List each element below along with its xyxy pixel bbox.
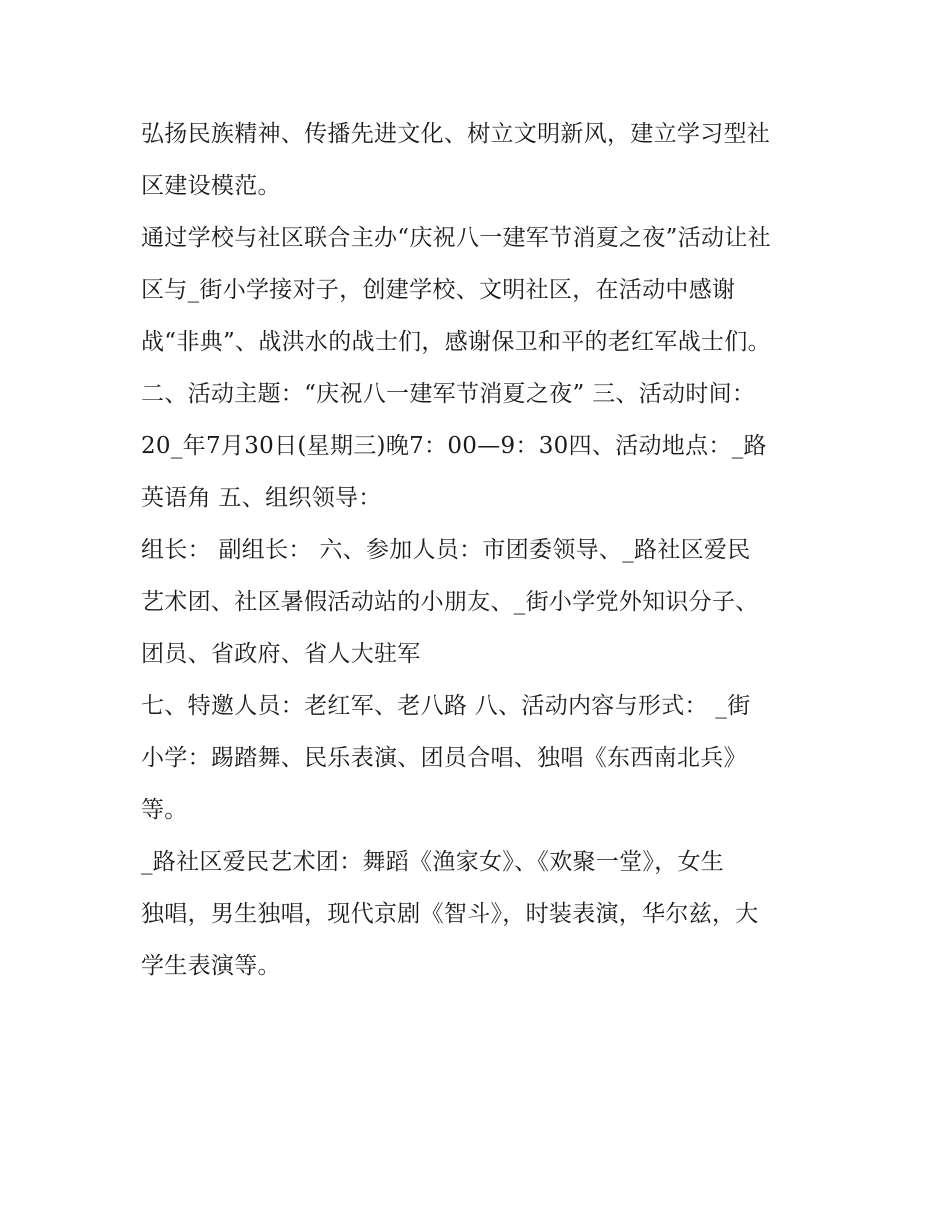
text-line: 等。: [141, 797, 188, 823]
text-line: 战“非典”、战洪水的战士们，感谢保卫和平的老红军战士们。: [141, 329, 771, 355]
text-line: 小学：踢踏舞、民乐表演、团员合唱、独唱《东西南北兵》: [141, 745, 747, 771]
text-line: 艺术团、社区暑假活动站的小朋友、_街小学党外知识分子、: [141, 589, 759, 615]
text-line: 团员、省政府、省人大驻军: [141, 641, 421, 667]
text-line: _路社区爱民艺术团：舞蹈《渔家女》、《欢聚一堂》，女生: [141, 849, 725, 875]
text-line: 通过学校与社区联合主办“庆祝八一建军节消夏之夜”活动让社: [141, 225, 771, 251]
text-line: 区与_街小学接对子，创建学校、文明社区，在活动中感谢: [141, 277, 736, 303]
document-body: [141, 108, 821, 992]
text-line: 学生表演等。: [141, 953, 281, 979]
text-line: 区建设模范。: [141, 173, 281, 199]
text-line: 20_年7月30日(星期三)晚7：00—9：30四、活动地点：_路: [141, 433, 767, 459]
text-line: 二、活动主题：“庆祝八一建军节消夏之夜” 三、活动时间：: [141, 381, 756, 407]
text-line: 组长： 副组长： 六、参加人员：市团委领导、_路社区爱民: [141, 537, 751, 563]
text-line: 独唱，男生独唱，现代京剧《智斗》，时装表演，华尔兹，大: [141, 901, 759, 927]
text-line: 英语角 五、组织领导：: [141, 485, 382, 511]
text-line: 七、特邀人员：老红军、老八路 八、活动内容与形式： _街: [141, 693, 751, 719]
text-line: 弘扬民族精神、传播先进文化、树立文明新风，建立学习型社: [141, 121, 771, 147]
